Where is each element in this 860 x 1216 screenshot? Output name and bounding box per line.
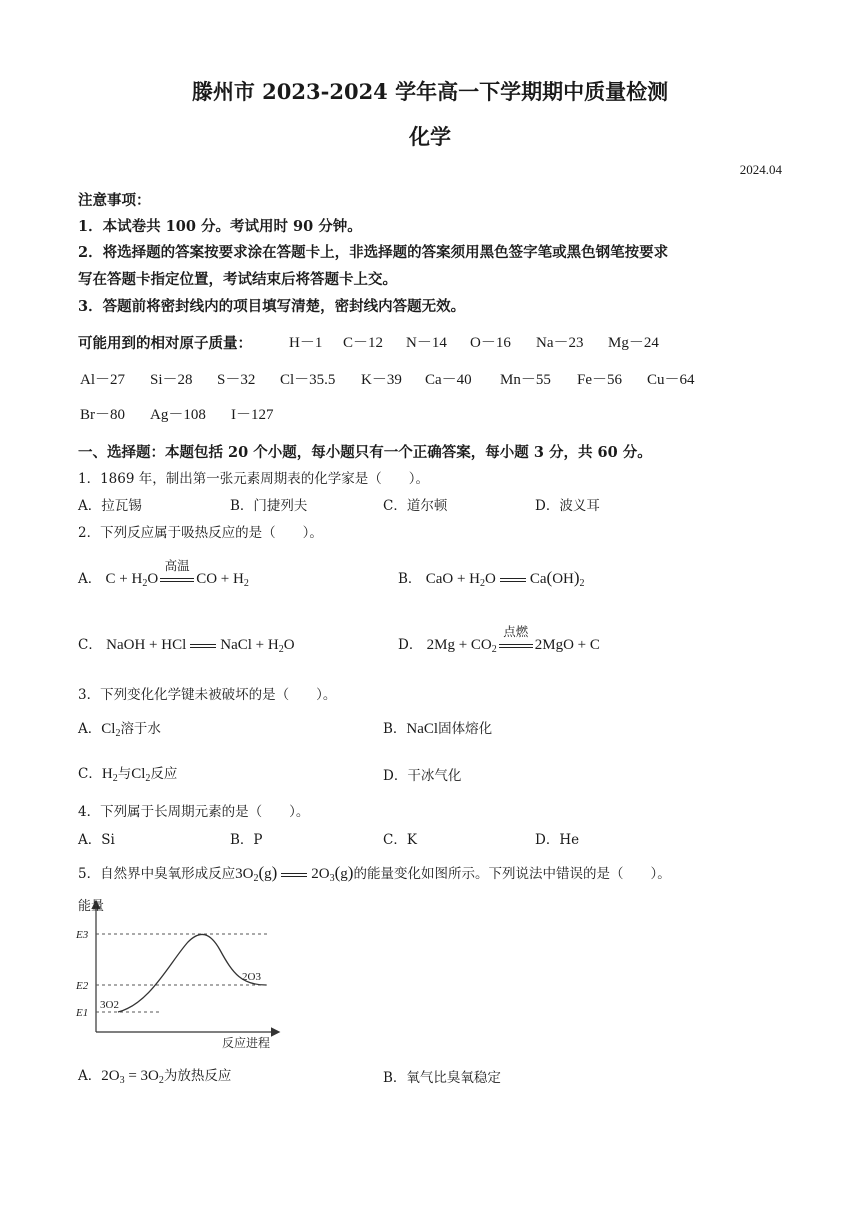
exam-date: 2024.04 — [739, 162, 782, 177]
q1-option-a: A．拉瓦锡 — [78, 498, 142, 514]
end-species-label: 2O3 — [242, 971, 261, 983]
start-species-label: 3O2 — [100, 999, 119, 1011]
option-text: 为放热反应 — [163, 1068, 232, 1084]
atomic-mass: Ag－108 — [150, 407, 206, 423]
option-text: 固体熔化 — [438, 721, 493, 737]
y-axis-label: 能量 — [78, 899, 105, 914]
equation: NaOH + HCl NaCl + $H_2O$ — [106, 637, 295, 655]
option-label: A． — [78, 721, 102, 737]
option-text: 反应 — [150, 766, 178, 782]
q4-option-d: D．He — [535, 832, 580, 848]
question-2-stem: 2．下列反应属于吸热反应的是（ ）。 — [78, 525, 323, 541]
q3-option-c: C．$H_2$与$Cl_2$反应 — [78, 766, 178, 784]
atomic-mass: K－39 — [361, 372, 402, 388]
e1-label: E1 — [76, 1007, 89, 1019]
q5-option-a: A．$2O_3 = 3O_2$为放热反应 — [78, 1068, 232, 1086]
atomic-mass-label: 可能用到的相对原子质量： — [78, 335, 252, 352]
note-item-2: 2．将选择题的答案按要求涂在答题卡上，非选择题的答案须用黑色签字笔或黑色钢笔按要求 — [78, 244, 669, 261]
reaction-condition: 点燃 — [503, 624, 529, 639]
question-5-stem: 5．自然界中臭氧形成反应$3O_2(g)$ $2O_3(g)$的能量变化如图所示。下列说法中错误的是（ ）。 — [78, 863, 671, 884]
q5-option-b: B．氧气比臭氧稳定 — [383, 1070, 501, 1086]
atomic-mass: Br－80 — [80, 407, 126, 423]
option-label: B． — [398, 571, 422, 587]
e2-label: E2 — [76, 980, 89, 992]
atomic-mass: H－1 — [289, 335, 323, 351]
q4-option-c: C．K — [383, 832, 417, 848]
notes-heading: 注意事项： — [78, 192, 151, 209]
q3-option-a: A．$Cl_2$溶于水 — [78, 721, 161, 739]
q1-option-d: D．波义耳 — [535, 498, 600, 514]
atomic-mass: S－32 — [217, 372, 256, 388]
q3-option-b: B．NaCl固体熔化 — [383, 721, 493, 737]
atomic-mass: Mg－24 — [608, 335, 659, 351]
atomic-mass: C－12 — [343, 335, 384, 351]
e3-label: E3 — [76, 929, 89, 941]
equation: $3O_2(g)$ $2O_3(g)$ — [235, 863, 354, 884]
reaction-condition: 高温 — [164, 558, 190, 573]
note-item-2-cont: 写在答题卡指定位置，考试结束后将答题卡上交。 — [78, 271, 397, 288]
q4-option-b: B．P — [230, 832, 263, 848]
atomic-mass: Mn－55 — [500, 372, 551, 388]
subject-title: 化学 — [409, 124, 451, 149]
atomic-mass: Na－23 — [536, 335, 584, 351]
page-title: 滕州市 2023-2024 学年高一下学期期中质量检测 — [191, 79, 669, 104]
equation: CaO + $H_2O$ $Ca(OH)_2$ — [425, 568, 585, 589]
note-item-1: 1．本试卷共 100 分。考试用时 90 分钟。 — [78, 218, 362, 235]
option-label: B． — [383, 721, 407, 737]
option-text: 溶于水 — [120, 721, 161, 737]
question-3-stem: 3．下列变化化学键未被破坏的是（ ）。 — [78, 687, 337, 703]
equation: $2Mg + CO_2$ 点燃 2MgO + C — [426, 624, 600, 655]
q1-option-b: B．门捷列夫 — [230, 498, 308, 514]
option-label: C． — [78, 766, 102, 782]
atomic-mass: Fe－56 — [577, 372, 623, 388]
q2-option-b — [398, 567, 585, 589]
atomic-mass: Ca－40 — [425, 372, 472, 388]
q2-option-d — [398, 624, 600, 655]
q3-option-d: D．干冰气化 — [383, 768, 462, 784]
note-item-3: 3．答题前将密封线内的项目填写清楚，密封线内答题无效。 — [78, 298, 466, 315]
atomic-mass: Al－27 — [80, 372, 126, 388]
atomic-mass: Cu－64 — [647, 372, 695, 388]
option-label: D． — [398, 637, 423, 653]
atomic-mass: O－16 — [470, 335, 511, 351]
equation: $C + H_2O$ 高温 CO + $H_2$ — [105, 558, 249, 589]
q1-option-c: C．道尔顿 — [383, 498, 448, 514]
atomic-mass: Si－28 — [150, 372, 193, 388]
question-1-stem: 1．1869 年，制出第一张元素周期表的化学家是（ ）。 — [78, 471, 429, 487]
q2-option-a — [78, 558, 249, 589]
question-4-stem: 4．下列属于长周期元素的是（ ）。 — [78, 804, 310, 820]
atomic-mass: Cl－35.5 — [280, 372, 336, 388]
energy-diagram — [70, 892, 290, 1052]
x-axis-label: 反应进程 — [222, 1036, 271, 1050]
option-label: C． — [78, 637, 102, 653]
q2-option-c — [78, 633, 295, 655]
atomic-mass: N－14 — [406, 335, 447, 351]
q4-option-a: A．Si — [78, 832, 115, 848]
section-heading: 一、选择题：本题包括 20 个小题，每小题只有一个正确答案，每小题 3 分，共 60 分。 — [78, 444, 652, 461]
atomic-mass: I－127 — [231, 407, 274, 423]
option-label: A． — [78, 571, 102, 587]
option-label: A． — [78, 1068, 102, 1084]
